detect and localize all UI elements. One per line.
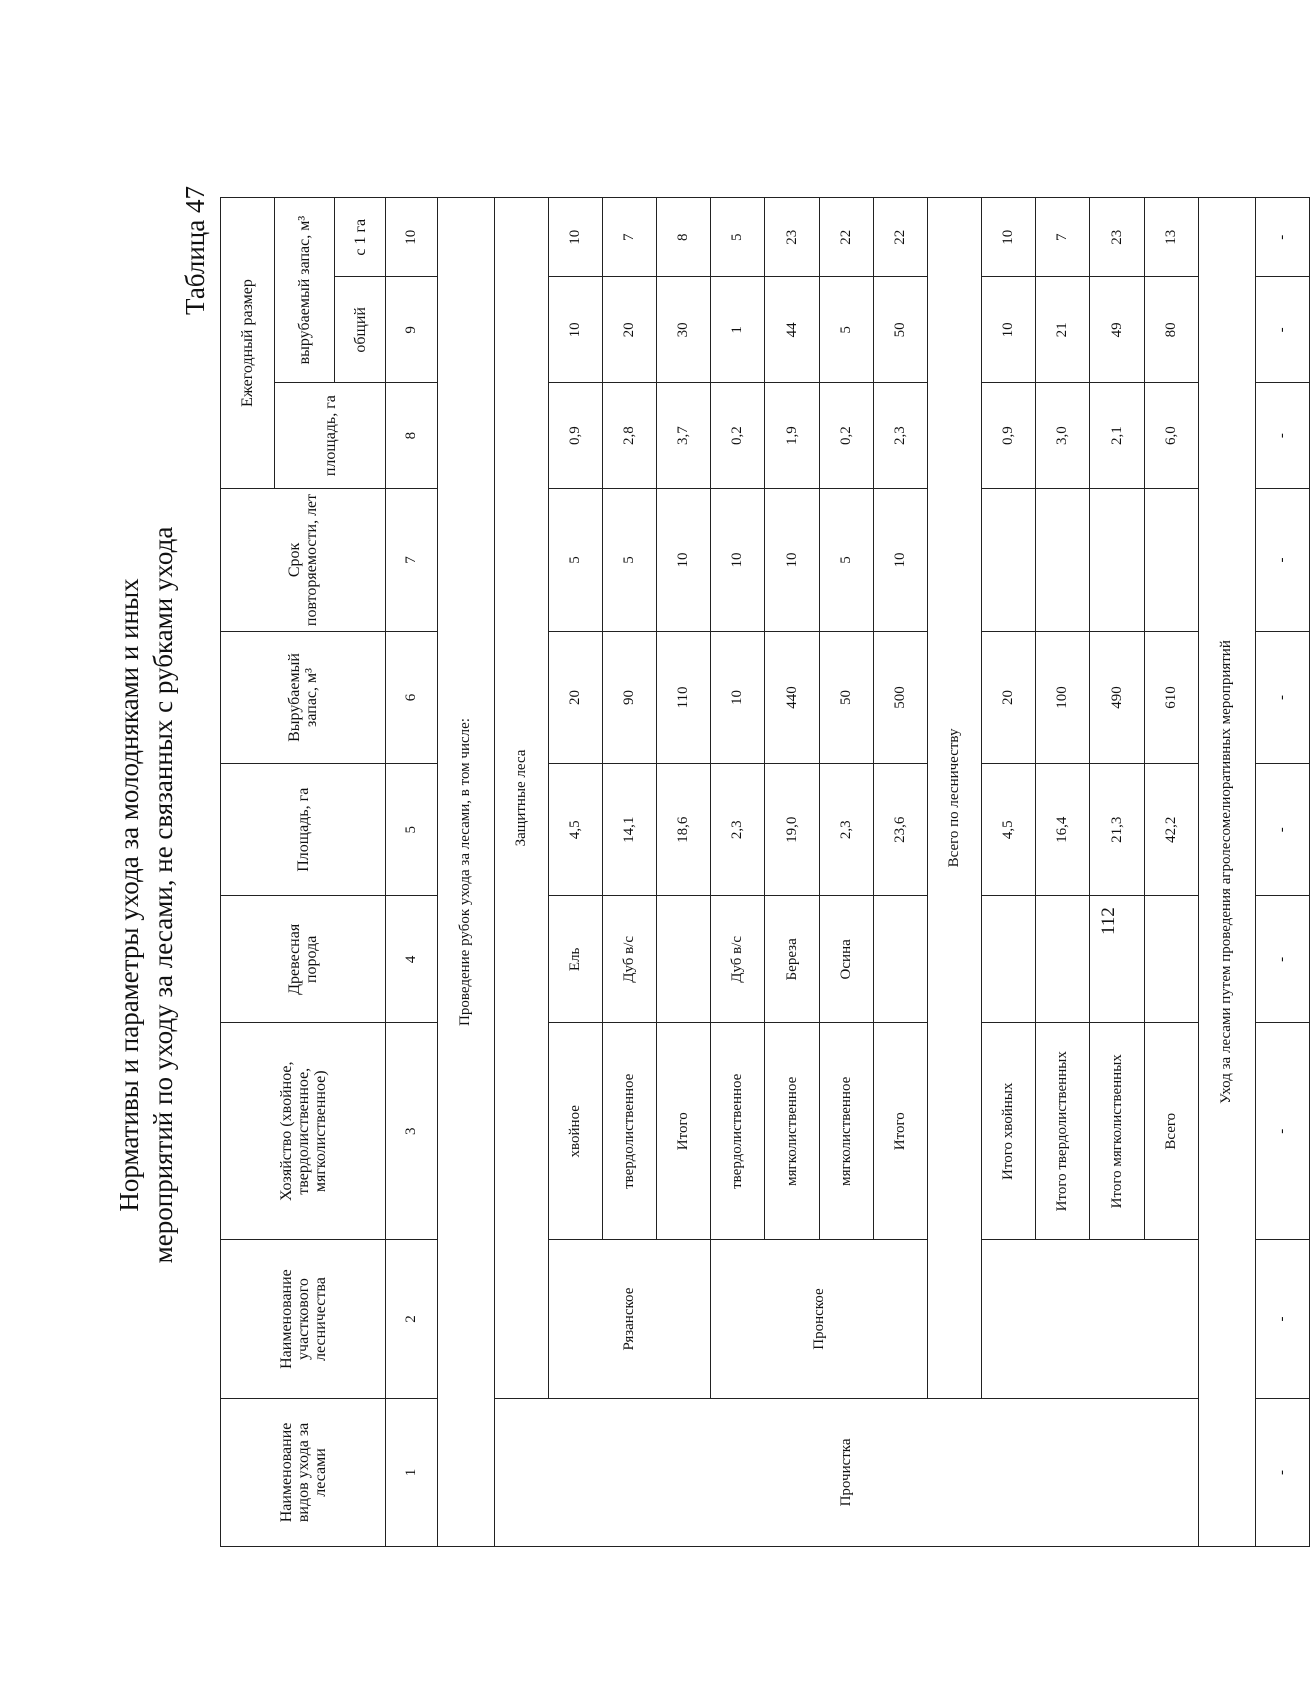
col-header-annual: Ежегодный размер — [221, 198, 275, 489]
title-line-2: мероприятий по уходу за лесами, не связанных с рубками ухода — [148, 526, 178, 1264]
farm-cell: Всего — [1144, 1023, 1198, 1240]
col-number: 8 — [386, 383, 437, 489]
table-row — [548, 198, 602, 1547]
table-cell: 2,3 — [873, 383, 927, 489]
table-cell: 10 — [982, 277, 1036, 383]
col-header-kind: Наименование видов ухода за лесами — [221, 1398, 386, 1546]
table-row — [982, 198, 1036, 1547]
col-header-per-ha: с 1 га — [334, 198, 385, 277]
species-cell — [1036, 896, 1090, 1023]
subsection-protective: Защитные леса — [494, 198, 548, 1399]
table-cell: 440 — [765, 631, 819, 763]
table-cell: - — [1255, 383, 1309, 489]
table-cell: 1 — [711, 277, 765, 383]
table-cell: 50 — [873, 277, 927, 383]
table-cell: 23 — [765, 198, 819, 277]
page-number: 112 — [1098, 907, 1119, 935]
table-cell — [1090, 489, 1144, 632]
table-cell: 7 — [602, 198, 656, 277]
table-cell: 42,2 — [1144, 764, 1198, 896]
subsection-row — [494, 198, 548, 1547]
table-cell: 490 — [1090, 631, 1144, 763]
table-cell: 610 — [1144, 631, 1198, 763]
table-cell: - — [1255, 198, 1309, 277]
subsection-total: Всего по лесничеству — [927, 198, 981, 1399]
table-cell: 13 — [1144, 198, 1198, 277]
table-cell: 2,3 — [819, 764, 873, 896]
table-cell: 100 — [1036, 631, 1090, 763]
col-number: 9 — [386, 277, 437, 383]
table-cell — [1144, 489, 1198, 632]
table-cell: 5 — [819, 277, 873, 383]
col-header-species: Древесная порода — [221, 896, 386, 1023]
table-cell: 23,6 — [873, 764, 927, 896]
table-cell: 0,9 — [548, 383, 602, 489]
table-cell: - — [1255, 489, 1309, 632]
table-row — [711, 198, 765, 1547]
table-cell: 21 — [1036, 277, 1090, 383]
table-cell: - — [1255, 1398, 1309, 1546]
table-cell: 0,2 — [819, 383, 873, 489]
forestry-cell: Пронское — [711, 1240, 928, 1399]
farm-cell: мягколиственное — [765, 1023, 819, 1240]
table-cell: 16,4 — [1036, 764, 1090, 896]
farm-cell: Итого мягколиственных — [1090, 1023, 1144, 1240]
species-cell: Дуб в/с — [711, 896, 765, 1023]
table-cell: 50 — [819, 631, 873, 763]
species-cell — [1144, 896, 1198, 1023]
col-number: 10 — [386, 198, 437, 277]
table-cell: - — [1255, 277, 1309, 383]
col-number: 6 — [386, 631, 437, 763]
species-cell: Береза — [765, 896, 819, 1023]
norms-table — [220, 197, 1310, 1547]
col-header-forestry: Наименование участкового лесничества — [221, 1240, 386, 1399]
table-cell: 3,7 — [657, 383, 711, 489]
table-cell: 8 — [657, 198, 711, 277]
farm-cell: хвойное — [548, 1023, 602, 1240]
table-cell: 2,3 — [711, 764, 765, 896]
table-cell: 19,0 — [765, 764, 819, 896]
subsection-row — [927, 198, 981, 1547]
section-row — [1198, 198, 1255, 1547]
table-cell: 10 — [765, 489, 819, 632]
table-cell: - — [1255, 1023, 1309, 1240]
forestry-cell: Рязанское — [548, 1240, 711, 1399]
table-cell: 90 — [602, 631, 656, 763]
table-cell: 18,6 — [657, 764, 711, 896]
table-cell: 20 — [602, 277, 656, 383]
species-cell — [657, 896, 711, 1023]
farm-cell: Итого — [657, 1023, 711, 1240]
table-cell: 10 — [548, 198, 602, 277]
table-cell: 23 — [1090, 198, 1144, 277]
col-number: 7 — [386, 489, 437, 632]
table-cell: 0,2 — [711, 383, 765, 489]
species-cell — [873, 896, 927, 1023]
table-number: Таблица 47 — [180, 186, 210, 315]
table-cell: 10 — [711, 631, 765, 763]
col-header-stock: Вырубаемый запас, м³ — [221, 631, 386, 763]
table-cell: 30 — [657, 277, 711, 383]
table-cell: 500 — [873, 631, 927, 763]
table-cell: 2,1 — [1090, 383, 1144, 489]
farm-cell: Итого твердолиственных — [1036, 1023, 1090, 1240]
table-cell — [1036, 489, 1090, 632]
table-cell: - — [1255, 631, 1309, 763]
farm-cell: мягколиственное — [819, 1023, 873, 1240]
table-cell: 7 — [1036, 198, 1090, 277]
table-cell: 10 — [711, 489, 765, 632]
section-title: Проведение рубок ухода за лесами, в том числе: — [437, 198, 494, 1547]
kind-cell: Прочистка — [494, 1398, 1198, 1546]
table-cell: 5 — [548, 489, 602, 632]
table-cell: 10 — [548, 277, 602, 383]
table-cell: 14,1 — [602, 764, 656, 896]
table-cell: 80 — [1144, 277, 1198, 383]
table-cell: 49 — [1090, 277, 1144, 383]
dash-row — [1255, 198, 1309, 1547]
table-cell: 10 — [657, 489, 711, 632]
table-cell: - — [1255, 1240, 1309, 1399]
farm-cell: твердолиственное — [711, 1023, 765, 1240]
col-number: 5 — [386, 764, 437, 896]
col-number: 3 — [386, 1023, 437, 1240]
farm-cell: Итого хвойных — [982, 1023, 1036, 1240]
forestry-cell — [982, 1240, 1199, 1399]
table-cell: 22 — [873, 198, 927, 277]
col-header-annual-area: площадь, га — [275, 383, 386, 489]
species-cell — [982, 896, 1036, 1023]
table-cell: 5 — [711, 198, 765, 277]
table-cell: 20 — [548, 631, 602, 763]
col-header-annual-stock: вырубаемый запас, м³ — [275, 198, 335, 383]
col-number: 1 — [386, 1398, 437, 1546]
table-cell: 2,8 — [602, 383, 656, 489]
farm-cell: твердолиственное — [602, 1023, 656, 1240]
col-header-area: Площадь, га — [221, 764, 386, 896]
table-cell: 6,0 — [1144, 383, 1198, 489]
title-line-1: Нормативы и параметры ухода за молодняками и иных — [114, 578, 144, 1212]
table-cell: 5 — [819, 489, 873, 632]
header-numbers-row — [386, 198, 437, 1547]
col-header-farm: Хозяйство (хвойное, твердолиственное, мягколиственное) — [221, 1023, 386, 1240]
header-row-1 — [221, 198, 275, 1547]
section-title: Уход за лесами путем проведения агролесомелиоративных мероприятий — [1198, 198, 1255, 1547]
table-cell: 10 — [982, 198, 1036, 277]
table-cell: 22 — [819, 198, 873, 277]
table-cell: 44 — [765, 277, 819, 383]
table-cell: 4,5 — [982, 764, 1036, 896]
species-cell: Ель — [548, 896, 602, 1023]
table-cell: 0,9 — [982, 383, 1036, 489]
table-cell — [982, 489, 1036, 632]
table-cell: 20 — [982, 631, 1036, 763]
col-header-period: Срок повторяемости, лет — [221, 489, 386, 632]
table-cell: 21,3 — [1090, 764, 1144, 896]
table-cell: - — [1255, 896, 1309, 1023]
table-cell: 5 — [602, 489, 656, 632]
table-cell: 110 — [657, 631, 711, 763]
table-cell: 10 — [873, 489, 927, 632]
col-number: 2 — [386, 1240, 437, 1399]
col-header-total: общий — [334, 277, 385, 383]
farm-cell: Итого — [873, 1023, 927, 1240]
col-number: 4 — [386, 896, 437, 1023]
table-cell: 4,5 — [548, 764, 602, 896]
section-row — [437, 198, 494, 1547]
species-cell: Дуб в/с — [602, 896, 656, 1023]
table-cell: 3,0 — [1036, 383, 1090, 489]
page-title — [112, 255, 180, 1535]
species-cell: Осина — [819, 896, 873, 1023]
table-cell: 1,9 — [765, 383, 819, 489]
table-cell: - — [1255, 764, 1309, 896]
